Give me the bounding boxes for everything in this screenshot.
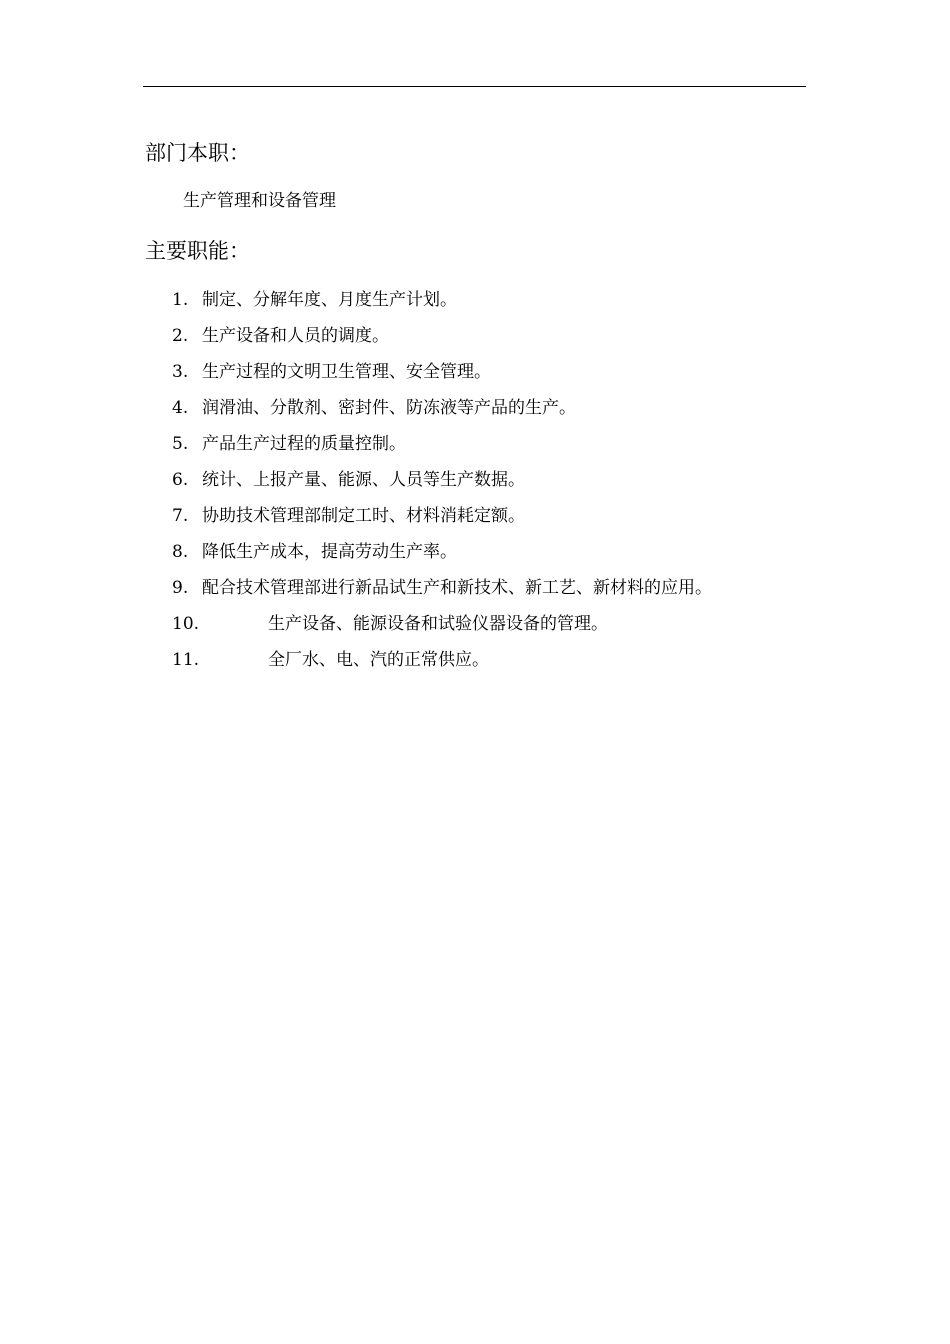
function-text: 生产设备、能源设备和试验仪器设备的管理。: [268, 614, 608, 634]
function-item-6: [172, 469, 712, 505]
function-number: 11.: [172, 650, 200, 670]
function-text: 配合技术管理部进行新品试生产和新技术、新工艺、新材料的应用。: [202, 578, 712, 598]
function-text: 生产设备和人员的调度。: [202, 326, 389, 346]
function-number: 4.: [172, 398, 189, 418]
function-number: 7.: [172, 506, 189, 526]
header-rule: [143, 86, 806, 87]
function-item-4: [172, 397, 712, 433]
function-text: 制定、分解年度、月度生产计划。: [202, 290, 457, 310]
function-text: 协助技术管理部制定工时、材料消耗定额。: [202, 506, 525, 526]
function-number: 1.: [172, 290, 189, 310]
function-item-7: [172, 505, 712, 541]
function-text: 统计、上报产量、能源、人员等生产数据。: [202, 470, 525, 490]
function-number: 9.: [172, 578, 189, 598]
function-text: 生产过程的文明卫生管理、安全管理。: [202, 362, 491, 382]
function-item-3: [172, 361, 712, 397]
function-number: 6.: [172, 470, 189, 490]
function-item-2: [172, 325, 712, 361]
function-item-1: [172, 289, 712, 325]
function-item-11: [172, 649, 712, 685]
function-number: 8.: [172, 542, 189, 562]
dept-duty-heading: 部门本职：: [145, 141, 250, 165]
dept-duty-text: 生产管理和设备管理: [183, 191, 336, 211]
main-functions-heading: 主要职能：: [145, 239, 250, 263]
function-text: 全厂水、电、汽的正常供应。: [268, 650, 489, 670]
function-item-8: [172, 541, 712, 577]
function-item-9: [172, 577, 712, 613]
function-number: 10.: [172, 614, 200, 634]
function-number: 3.: [172, 362, 189, 382]
function-text: 润滑油、分散剂、密封件、防冻液等产品的生产。: [202, 398, 576, 418]
function-number: 2.: [172, 326, 189, 346]
function-item-5: [172, 433, 712, 469]
function-item-10: [172, 613, 712, 649]
function-number: 5.: [172, 434, 189, 454]
functions-list: [172, 289, 712, 685]
function-text: 产品生产过程的质量控制。: [202, 434, 406, 454]
function-text: 降低生产成本，提高劳动生产率。: [202, 542, 457, 562]
